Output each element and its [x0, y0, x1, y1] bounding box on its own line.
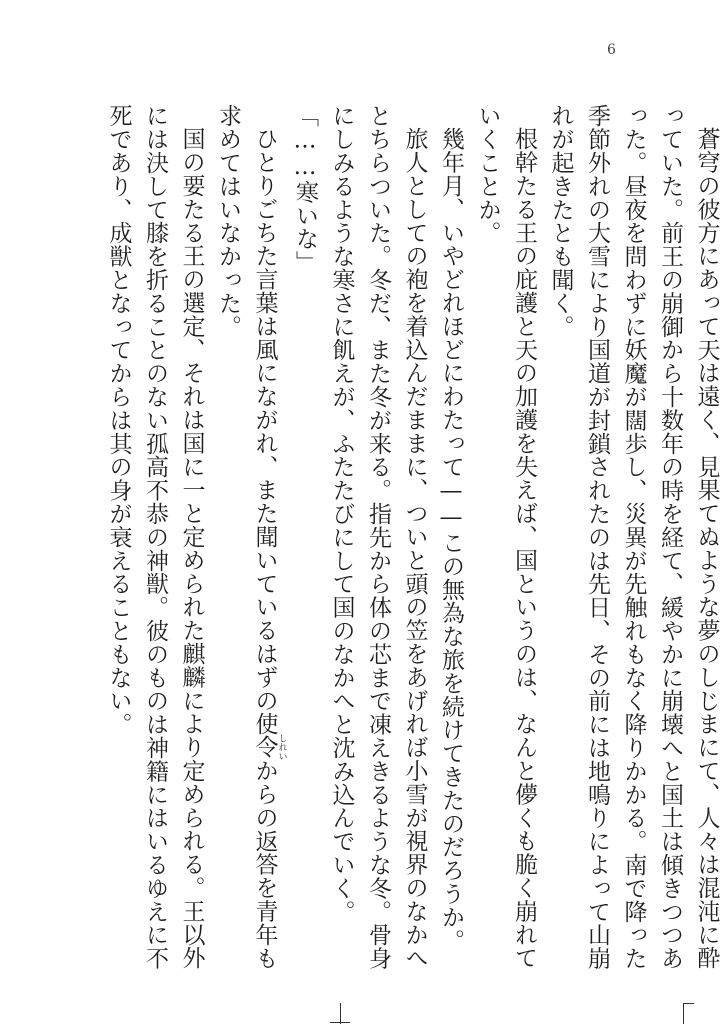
crop-mark-center-horizontal: [330, 1022, 350, 1023]
vertical-text-column: [100, 104, 725, 984]
ruby-word: [251, 733, 287, 761]
page-number: 6: [607, 42, 616, 58]
paragraph: 根幹たる王の庇護と天の加護を失えば、国というのは、なんと儚くも脆く崩れていくことか。: [474, 104, 537, 970]
paragraph: 幾年月、いやどれほどにわたって——この無為な旅を続けてきたのだろうか。: [438, 127, 464, 952]
paragraph: 蒼穹の彼方にあって天は遠く、見果てぬような夢のしじまにて、人々は混沌に酔っていた。前王の崩御から十数年の時を経て、緩やかに崩壊へと国土は傾きつつあった。昼夜を問わずに妖魔が闊歩し、災異が先触れもなく降りかかる。南で降った季節外れの大雪により国道が封鎖されたのは先日、その前には地鳴りによって山崩れが起きたとも聞く。: [547, 104, 720, 970]
paragraph-text-after: からの返答を青年も求めてはいなかった。: [215, 104, 278, 970]
crop-mark-center: [340, 1003, 341, 1024]
ruby-reading: しれい: [276, 733, 287, 761]
paragraph-text-before: ひとりごちた言葉は風にながれ、また聞いているはずの使: [251, 127, 278, 736]
paragraph: 国の要たる王の選定、それは国に一と定められた麒麟により定められる。王以外には決して膝を折ることのない孤高不恭の神獣。彼のものは神籍にはいるゆえに不死であり、成獣となってからは其の身が衰えることもない。: [105, 104, 205, 970]
paragraph: 旅人としての袍を着込んだままに、ついと頭の笠をあげれば小雪が視界のなかへとちらついた。冬だ、また冬が来る。指先から体の芯まで凍えきるような冬。骨身にしみるような寒さに飢えが、ふたたびにして国のなかへと沈み込んでいく。: [328, 104, 428, 970]
body-text: [100, 104, 720, 984]
crop-mark-corner: [683, 1003, 694, 1024]
dialogue-line: 「……寒いな」: [292, 104, 318, 274]
paragraph: [210, 104, 287, 984]
ruby-base: 令: [251, 733, 278, 761]
